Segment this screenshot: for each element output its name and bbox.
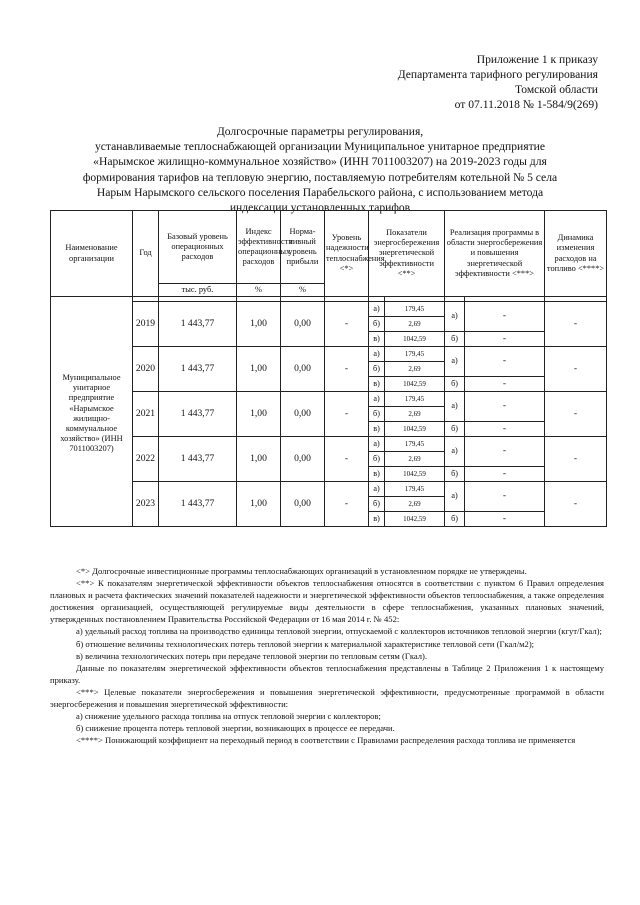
energy-label-b: б) — [369, 407, 385, 422]
reliability-cell: - — [325, 437, 369, 482]
title-line-6: индексации установленных тарифов — [229, 201, 411, 215]
year-cell: 2022 — [133, 437, 159, 482]
note-3: а) удельный расход топлива на производство единицы тепловой энергии, отпускаемой с коллекторов источников тепловой энергии (кгут/Гкал); — [76, 626, 602, 637]
program-label-b: б) — [445, 467, 465, 482]
energy-label-c: в) — [369, 512, 385, 527]
energy-value-a: 179,45 — [385, 302, 445, 317]
efficiency-index-cell: 1,00 — [237, 392, 281, 437]
energy-label-c: в) — [369, 467, 385, 482]
energy-label-c: в) — [369, 422, 385, 437]
document-title — [50, 124, 590, 215]
energy-label-c: в) — [369, 332, 385, 347]
energy-label-b: б) — [369, 317, 385, 332]
note-8: а) снижение удельного расхода топлива на отпуск тепловой энергии с коллекторов; — [76, 711, 381, 722]
energy-label-b: б) — [369, 362, 385, 377]
energy-value-c: 1042,59 — [385, 332, 445, 347]
organization-name-cell: Муниципальное унитарное предприятие «Нарымское жилищно-коммунальное хозяйство» (ИНН 7011003207) — [51, 302, 133, 527]
energy-value-a: 179,45 — [385, 392, 445, 407]
note-6: Данные по показателям энергетической эффективности объектов теплоснабжения представлены в Таблице 2 Приложения 1 к настоящему приказу. — [50, 662, 604, 685]
table-row — [51, 392, 607, 407]
footnotes — [50, 565, 604, 746]
profit-level-cell: 0,00 — [281, 392, 325, 437]
energy-value-b: 2,69 — [385, 317, 445, 332]
energy-label-c: в) — [369, 377, 385, 392]
program-value-b: - — [465, 467, 545, 482]
energy-value-a: 179,45 — [385, 347, 445, 362]
title-line-3: «Нарымское жилищно-коммунальное хозяйство» (ИНН 7011003207) на 2019-2023 годы для — [93, 155, 547, 169]
table-row — [51, 347, 607, 362]
appendix-line-1: Приложение 1 к приказу — [476, 53, 598, 66]
energy-value-b: 2,69 — [385, 452, 445, 467]
fuel-dynamics-cell: - — [545, 302, 607, 347]
energy-label-a: а) — [369, 482, 385, 497]
program-value-b: - — [465, 332, 545, 347]
program-label-b: б) — [445, 377, 465, 392]
reliability-cell: - — [325, 482, 369, 527]
energy-label-a: а) — [369, 392, 385, 407]
table-row — [51, 302, 607, 317]
program-label-a: а) — [445, 482, 465, 512]
reliability-cell: - — [325, 302, 369, 347]
note-2: <**> К показателям энергетической эффективности объектов теплоснабжения относятся в соответствии с пунктом 6 Правил определения плановых и расчета фактических значений показателей надежности и энергетической эффективности объектов теплоснабжения, а также определения достижения организацией, осуществляющей регулируемые виды деятельности в сфере теплоснабжения, указанных плановых значений, утвержденных постановлением Правительства Российской Федерации от 16 мая 2014 г. № 452: — [50, 578, 604, 625]
year-cell: 2021 — [133, 392, 159, 437]
fuel-dynamics-cell: - — [545, 347, 607, 392]
header-fuel-dynamics: Динамика изменения расходов на топливо <****> — [545, 211, 607, 297]
profit-level-cell: 0,00 — [281, 482, 325, 527]
program-value-a: - — [465, 392, 545, 422]
program-label-b: б) — [445, 512, 465, 527]
base-level-cell: 1 443,77 — [159, 347, 237, 392]
year-cell: 2019 — [133, 302, 159, 347]
efficiency-index-cell: 1,00 — [237, 302, 281, 347]
appendix-line-4: от 07.11.2018 № 1-584/9(269) — [454, 98, 598, 111]
energy-value-b: 2,69 — [385, 407, 445, 422]
table-row — [51, 437, 607, 452]
header-organization: Наименование организации — [51, 211, 133, 297]
energy-value-a: 179,45 — [385, 482, 445, 497]
energy-value-b: 2,69 — [385, 362, 445, 377]
energy-value-c: 1042,59 — [385, 467, 445, 482]
unit-index: % — [237, 284, 281, 297]
header-profit-level: Норма-тивный уровень прибыли — [281, 211, 325, 284]
header-energy-efficiency: Показатели энергосбережения энергетической эффективности <**> — [369, 211, 445, 297]
energy-label-a: а) — [369, 347, 385, 362]
title-line-5: Нарым Нарымского сельского поселения Парабельского района, с использованием метода — [96, 185, 544, 199]
header-program: Реализация программы в области энергосбережения и повышения энергетической эффективности <***> — [445, 211, 545, 297]
fuel-dynamics-cell: - — [545, 437, 607, 482]
table-body — [51, 302, 607, 527]
header-year: Год — [133, 211, 159, 297]
program-label-b: б) — [445, 422, 465, 437]
program-label-a: а) — [445, 347, 465, 377]
title-line-1: Долгосрочные параметры регулирования, — [216, 125, 424, 138]
fuel-dynamics-cell: - — [545, 392, 607, 437]
energy-label-a: а) — [369, 437, 385, 452]
program-label-b: б) — [445, 332, 465, 347]
program-value-a: - — [465, 347, 545, 377]
parameters-table — [50, 210, 607, 527]
program-value-a: - — [465, 482, 545, 512]
base-level-cell: 1 443,77 — [159, 392, 237, 437]
appendix-header — [398, 52, 598, 112]
note-10: <****> Понижающий коэффициент на переходный период в соответствии с Правилами распределения расхода топлива не применяется — [76, 735, 576, 746]
note-1: <*> Долгосрочные инвестиционные программы теплоснабжающих организаций в установленном порядке не утверждены. — [76, 566, 527, 576]
year-cell: 2020 — [133, 347, 159, 392]
header-reliability: Уровень надежности теплоснабжения <*> — [325, 211, 369, 297]
energy-value-c: 1042,59 — [385, 512, 445, 527]
profit-level-cell: 0,00 — [281, 302, 325, 347]
header-base-level: Базовый уровень операционных расходов — [159, 211, 237, 284]
energy-label-a: а) — [369, 302, 385, 317]
appendix-line-3: Томской области — [515, 83, 598, 96]
program-value-b: - — [465, 422, 545, 437]
title-line-4: формирования тарифов на тепловую энергию, поставляемую потребителям котельной № 5 села — [82, 170, 558, 184]
appendix-line-2: Департамента тарифного регулирования — [397, 68, 598, 81]
energy-value-b: 2,69 — [385, 497, 445, 512]
program-label-a: а) — [445, 437, 465, 467]
reliability-cell: - — [325, 347, 369, 392]
energy-value-a: 179,45 — [385, 437, 445, 452]
program-value-a: - — [465, 302, 545, 332]
program-label-a: а) — [445, 302, 465, 332]
efficiency-index-cell: 1,00 — [237, 347, 281, 392]
energy-label-b: б) — [369, 497, 385, 512]
base-level-cell: 1 443,77 — [159, 482, 237, 527]
program-label-a: а) — [445, 392, 465, 422]
energy-value-c: 1042,59 — [385, 422, 445, 437]
energy-label-b: б) — [369, 452, 385, 467]
energy-value-c: 1042,59 — [385, 377, 445, 392]
header-efficiency-index: Индекс эффективности операционных расходов — [237, 211, 281, 284]
program-value-a: - — [465, 437, 545, 467]
note-9: б) снижение процента потерь тепловой энергии, возникающих в процессе ее передачи. — [76, 723, 395, 734]
fuel-dynamics-cell: - — [545, 482, 607, 527]
efficiency-index-cell: 1,00 — [237, 482, 281, 527]
unit-profit: % — [281, 284, 325, 297]
program-value-b: - — [465, 377, 545, 392]
note-5: в) величина технологических потерь при передаче тепловой энергии по тепловым сетям (Гкал). — [76, 650, 428, 661]
note-7: <***> Целевые показатели энергосбережения и повышения энергетической эффективности, предусмотренные программой в области энергосбережения и повышения энергетической эффективности: — [50, 686, 604, 710]
base-level-cell: 1 443,77 — [159, 302, 237, 347]
profit-level-cell: 0,00 — [281, 437, 325, 482]
efficiency-index-cell: 1,00 — [237, 437, 281, 482]
program-value-b: - — [465, 512, 545, 527]
note-4: б) отношение величины технологических потерь тепловой энергии к материальной характеристике тепловой сети (Гкал/м2); — [76, 638, 535, 649]
profit-level-cell: 0,00 — [281, 347, 325, 392]
reliability-cell: - — [325, 392, 369, 437]
title-line-2: устанавливаемые теплоснабжающей организации Муниципальное унитарное предприятие — [94, 140, 545, 154]
base-level-cell: 1 443,77 — [159, 437, 237, 482]
table-row — [51, 482, 607, 497]
unit-base: тыс. руб. — [159, 284, 237, 297]
year-cell: 2023 — [133, 482, 159, 527]
